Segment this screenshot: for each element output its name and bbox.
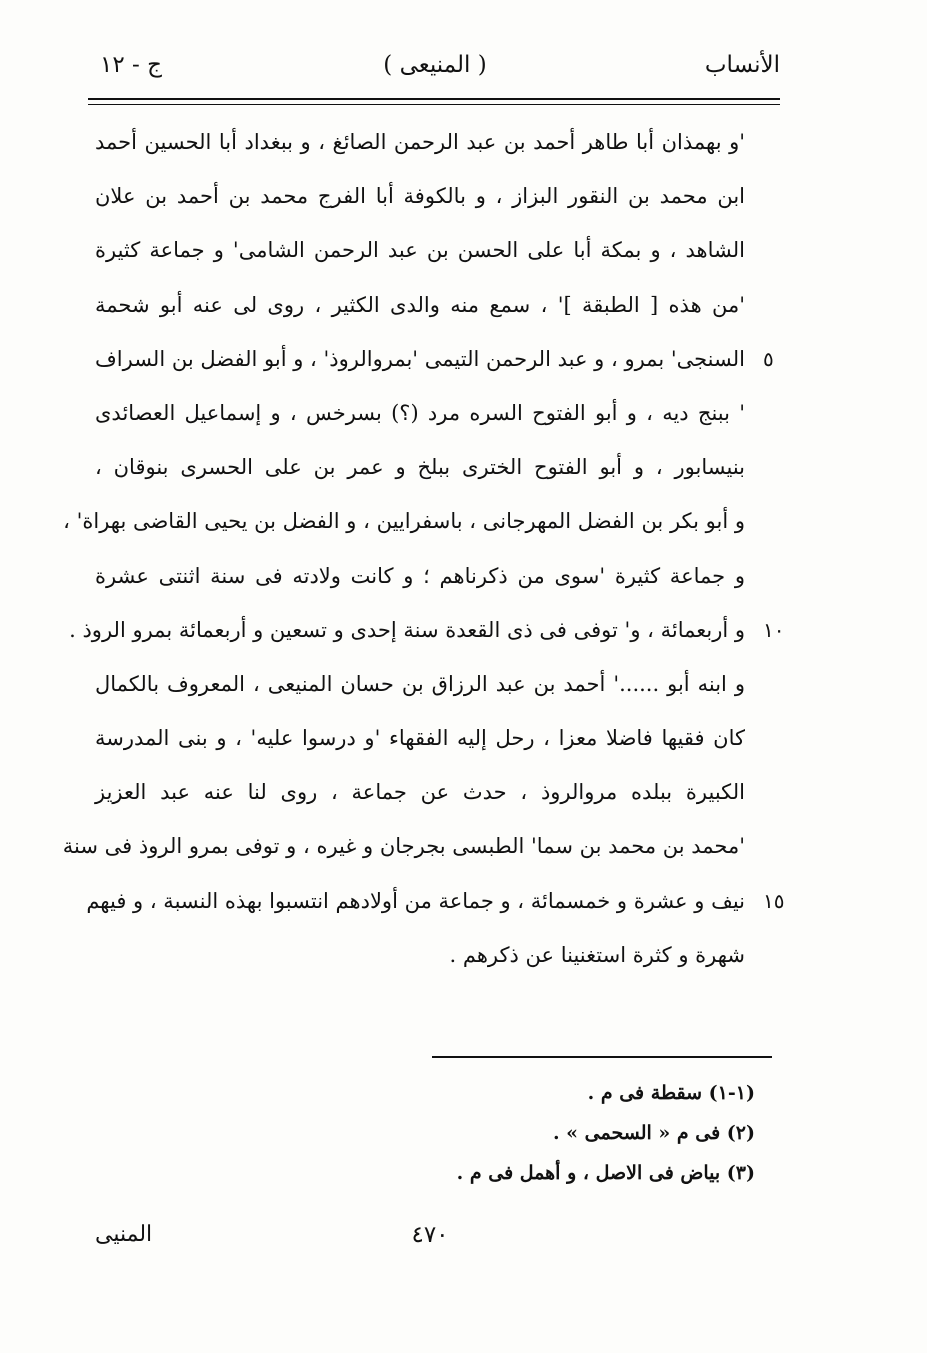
line-number: ٥	[763, 346, 774, 371]
text-line: كان فقيها فاضلا معزا ، رحل إليه الفقهاء 'و درسوا عليه' ، و بنى المدرسة	[95, 726, 745, 751]
text-line: شهرة و كثرة استغنينا عن ذكرهم .	[449, 942, 745, 967]
text-line: نيف و عشرة و خمسمائة ، و جماعة من أولادهم انتسبوا بهذه النسبة ، و فيهم	[86, 888, 745, 913]
footnote-rule	[432, 1056, 772, 1058]
footnotes	[255, 1073, 755, 1193]
book-title: الأنساب	[704, 52, 780, 78]
text-line: 'محمد بن محمد بن سما' الطبسى بجرجان و غيره ، و توفى بمرو الروذ فى سنة	[62, 834, 745, 859]
main-text	[62, 115, 785, 982]
header-rule	[88, 98, 780, 100]
text-line: ابن محمد بن النقور البزاز ، و بالكوفة أبا الفرج محمد بن أحمد بن علان	[95, 184, 745, 209]
footnote: (١-١) سقطة فى م .	[587, 1082, 755, 1104]
text-line: 'و بهمذان أبا طاهر أحمد بن عبد الرحمن الصائغ ، و ببغداد أبا الحسين أحمد	[95, 130, 745, 154]
line-number: ١٥	[763, 888, 785, 913]
line-number: ١٠	[763, 617, 785, 642]
text-line: و أبو بكر بن الفضل المهرجانى ، باسفرايين ، و الفضل بن يحيى القاضى بهراة' ،	[63, 509, 745, 534]
volume-page-label: ج - ١٢	[100, 52, 162, 78]
header-rule-thin	[88, 104, 780, 105]
footnote: (٢) فى م « السحمى » .	[552, 1122, 755, 1144]
text-line: و ابنه أبو ......' أحمد بن عبد الرزاق بن حسان المنيعى ، المعروف بالكمال	[95, 671, 745, 696]
footnote: (٣) بياض فى الاصل ، و أهمل فى م .	[456, 1162, 755, 1184]
text-line: الكبيرة ببلده مروالروذ ، حدث عن جماعة ، روى لنا عنه عبد العزيز	[95, 780, 745, 805]
text-line: بنيسابور ، و أبو الفتوح الخترى ببلخ و عمر بن على الحسرى بنوقان ،	[95, 455, 745, 480]
text-line: السنجى' بمرو ، و عبد الرحمن التيمى 'بمروالروذ' ، و أبو الفضل بن السراف	[95, 346, 745, 371]
catchword: المنيى	[95, 1222, 153, 1247]
text-line: ' ببنج ديه ، و أبو الفتوح السره مرد (؟) بسرخس ، و إسماعيل العصائدى	[95, 400, 745, 425]
text-line: و جماعة كثيرة 'سوى من ذكرناهم ؛ و كانت ولادته فى سنة اثنتى عشرة	[95, 563, 745, 588]
running-header	[90, 52, 780, 92]
text-line: الشاهد ، و بمكة أبا على الحسن بن عبد الرحمن الشامى' و جماعة كثيرة	[95, 238, 745, 263]
page-number: ٤٧٠	[411, 1222, 449, 1248]
entry-title: ( المنيعى )	[383, 52, 487, 78]
text-line: 'من هذه [ الطبقة ]' ، سمع منه والدى الكثير ، روى لى عنه أبو شحمة	[95, 292, 745, 317]
text-line: و أربعمائة ، و' توفى فى ذى القعدة سنة إحدى و تسعين و أربعمائة بمرو الروذ .	[69, 617, 745, 642]
